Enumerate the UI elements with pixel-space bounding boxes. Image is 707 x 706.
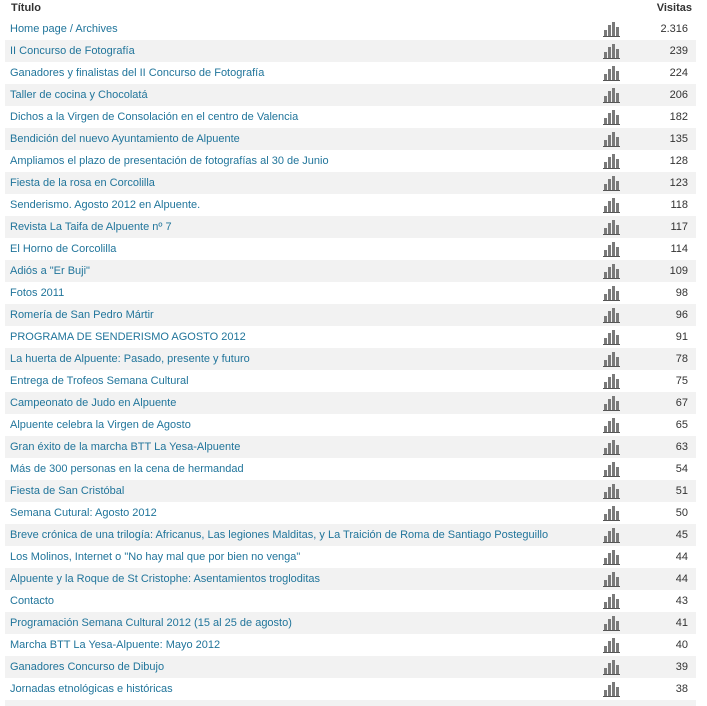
- post-title-link[interactable]: Alpuente celebra la Virgen de Agosto: [10, 419, 191, 431]
- visits-count: 2.316: [660, 23, 688, 35]
- post-title-link[interactable]: Ampliamos el plazo de presentación de fotografías al 30 de Junio: [10, 155, 329, 167]
- bar-chart-icon[interactable]: [603, 593, 620, 609]
- bar-chart-icon[interactable]: [603, 659, 620, 675]
- table-row: [5, 700, 696, 706]
- post-title-link[interactable]: Programación Semana Cultural 2012 (15 al 25 de agosto): [10, 617, 292, 629]
- post-title-link[interactable]: Home page / Archives: [10, 23, 118, 35]
- table-row: [5, 546, 696, 568]
- bar-chart-icon[interactable]: [603, 483, 620, 499]
- bar-chart-icon[interactable]: [603, 109, 620, 125]
- visits-count: 135: [669, 133, 688, 145]
- visits-count: 114: [670, 243, 688, 255]
- visits-count: 224: [669, 67, 688, 79]
- table-row: [5, 568, 696, 590]
- bar-chart-icon[interactable]: [603, 637, 620, 653]
- stats-table: [5, 0, 696, 706]
- table-row: [5, 502, 696, 524]
- table-row: [5, 590, 696, 612]
- visits-count: 45: [675, 529, 688, 541]
- visits-count: 44: [675, 551, 688, 563]
- bar-chart-icon[interactable]: [603, 21, 620, 37]
- table-row: [5, 678, 696, 700]
- visits-count: 41: [675, 617, 688, 629]
- table-row: [5, 18, 696, 40]
- bar-chart-icon[interactable]: [603, 439, 620, 455]
- table-header: [5, 0, 696, 18]
- post-title-link[interactable]: Fotos 2011: [10, 287, 65, 299]
- visits-count: 78: [675, 353, 688, 365]
- table-row: [5, 414, 696, 436]
- post-title-link[interactable]: Jornadas etnológicas e históricas: [10, 683, 173, 695]
- post-title-link[interactable]: Contacto: [10, 595, 55, 607]
- table-row: [5, 62, 696, 84]
- bar-chart-icon[interactable]: [603, 65, 620, 81]
- post-title-link[interactable]: Ganadores y finalistas del II Concurso de Fotografía: [10, 67, 265, 79]
- post-title-link[interactable]: Entrega de Trofeos Semana Cultural: [10, 375, 189, 387]
- table-row: [5, 304, 696, 326]
- bar-chart-icon[interactable]: [603, 307, 620, 323]
- bar-chart-icon[interactable]: [603, 219, 620, 235]
- post-title-link[interactable]: PROGRAMA DE SENDERISMO AGOSTO 2012: [10, 331, 246, 343]
- table-body: [5, 18, 696, 706]
- post-title-link[interactable]: Gran éxito de la marcha BTT La Yesa-Alpuente: [10, 441, 241, 453]
- bar-chart-icon[interactable]: [603, 329, 620, 345]
- table-row: [5, 370, 696, 392]
- post-title-link[interactable]: Adiós a "Er Buji": [10, 265, 90, 277]
- column-header-visits: Visitas: [656, 2, 692, 14]
- visits-count: 117: [670, 221, 688, 233]
- bar-chart-icon[interactable]: [603, 197, 620, 213]
- post-title-link[interactable]: Más de 300 personas en la cena de hermandad: [10, 463, 244, 475]
- visits-count: 91: [675, 331, 688, 343]
- visits-count: 109: [669, 265, 688, 277]
- bar-chart-icon[interactable]: [603, 505, 620, 521]
- visits-count: 50: [675, 507, 688, 519]
- bar-chart-icon[interactable]: [603, 131, 620, 147]
- post-title-link[interactable]: Fiesta de San Cristóbal: [10, 485, 125, 497]
- visits-count: 123: [669, 177, 688, 189]
- bar-chart-icon[interactable]: [603, 241, 620, 257]
- table-row: [5, 634, 696, 656]
- table-row: [5, 392, 696, 414]
- visits-count: 206: [669, 89, 688, 101]
- table-row: [5, 128, 696, 150]
- column-header-title: Título: [11, 2, 41, 14]
- visits-count: 98: [675, 287, 688, 299]
- post-title-link[interactable]: Senderismo. Agosto 2012 en Alpuente.: [10, 199, 201, 211]
- bar-chart-icon[interactable]: [603, 681, 620, 697]
- visits-count: 65: [675, 419, 688, 431]
- table-row: [5, 436, 696, 458]
- visits-count: 118: [670, 199, 688, 211]
- bar-chart-icon[interactable]: [603, 549, 620, 565]
- table-row: [5, 326, 696, 348]
- table-row: [5, 84, 696, 106]
- table-row: [5, 656, 696, 678]
- visits-count: 54: [675, 463, 688, 475]
- bar-chart-icon[interactable]: [603, 87, 620, 103]
- bar-chart-icon[interactable]: [603, 461, 620, 477]
- visits-count: 51: [675, 485, 688, 497]
- post-title-link[interactable]: Revista La Taifa de Alpuente nº 7: [10, 221, 172, 233]
- visits-count: 67: [675, 397, 688, 409]
- table-row: [5, 260, 696, 282]
- post-title-link[interactable]: Semana Cutural: Agosto 2012: [10, 507, 157, 519]
- bar-chart-icon[interactable]: [603, 153, 620, 169]
- post-title-link[interactable]: Bendición del nuevo Ayuntamiento de Alpuente: [10, 133, 240, 145]
- bar-chart-icon[interactable]: [603, 615, 620, 631]
- post-title-link[interactable]: Breve crónica de una trilogía: Africanus, Las legiones Malditas, y La Traición de Roma de Santiago Posteguillo: [10, 529, 549, 541]
- table-row: [5, 106, 696, 128]
- post-title-link[interactable]: Campeonato de Judo en Alpuente: [10, 397, 177, 409]
- table-row: [5, 282, 696, 304]
- post-title-link[interactable]: Alpuente y la Roque de St Cristophe: Asentamientos trogloditas: [10, 573, 321, 585]
- post-title-link[interactable]: Marcha BTT La Yesa-Alpuente: Mayo 2012: [10, 639, 221, 651]
- table-row: [5, 194, 696, 216]
- post-title-link[interactable]: Romería de San Pedro Mártir: [10, 309, 154, 321]
- table-row: [5, 612, 696, 634]
- table-row: [5, 172, 696, 194]
- bar-chart-icon[interactable]: [603, 395, 620, 411]
- post-title-link[interactable]: Taller de cocina y Chocolatá: [10, 89, 148, 101]
- post-title-link[interactable]: Los Molinos, Internet o "No hay mal que por bien no venga": [10, 551, 301, 563]
- bar-chart-icon[interactable]: [603, 417, 620, 433]
- visits-count: 63: [675, 441, 688, 453]
- visits-count: 43: [675, 595, 688, 607]
- table-row: [5, 480, 696, 502]
- visits-count: 75: [675, 375, 688, 387]
- visits-count: 40: [675, 639, 688, 651]
- visits-count: 96: [675, 309, 688, 321]
- bar-chart-icon[interactable]: [603, 571, 620, 587]
- bar-chart-icon[interactable]: [603, 351, 620, 367]
- post-title-link[interactable]: Dichos a la Virgen de Consolación en el centro de Valencia: [10, 111, 299, 123]
- table-row: [5, 216, 696, 238]
- table-row: [5, 348, 696, 370]
- bar-chart-icon[interactable]: [603, 175, 620, 191]
- visits-count: 128: [669, 155, 688, 167]
- visits-count: 44: [675, 573, 688, 585]
- table-row: [5, 150, 696, 172]
- post-title-link[interactable]: La huerta de Alpuente: Pasado, presente y futuro: [10, 353, 250, 365]
- table-row: [5, 458, 696, 480]
- post-title-link[interactable]: Fiesta de la rosa en Corcolilla: [10, 177, 155, 189]
- visits-count: 239: [669, 45, 688, 57]
- visits-count: 38: [675, 683, 688, 695]
- visits-count: 39: [675, 661, 688, 673]
- post-title-link[interactable]: Ganadores Concurso de Dibujo: [10, 661, 165, 673]
- post-title-link[interactable]: El Horno de Corcolilla: [10, 243, 117, 255]
- table-row: [5, 524, 696, 546]
- table-row: [5, 238, 696, 260]
- visits-count: 182: [669, 111, 688, 123]
- bar-chart-icon[interactable]: [603, 285, 620, 301]
- bar-chart-icon[interactable]: [603, 263, 620, 279]
- bar-chart-icon[interactable]: [603, 43, 620, 59]
- bar-chart-icon[interactable]: [603, 373, 620, 389]
- bar-chart-icon[interactable]: [603, 527, 620, 543]
- table-row: [5, 40, 696, 62]
- post-title-link[interactable]: II Concurso de Fotografía: [10, 45, 135, 57]
